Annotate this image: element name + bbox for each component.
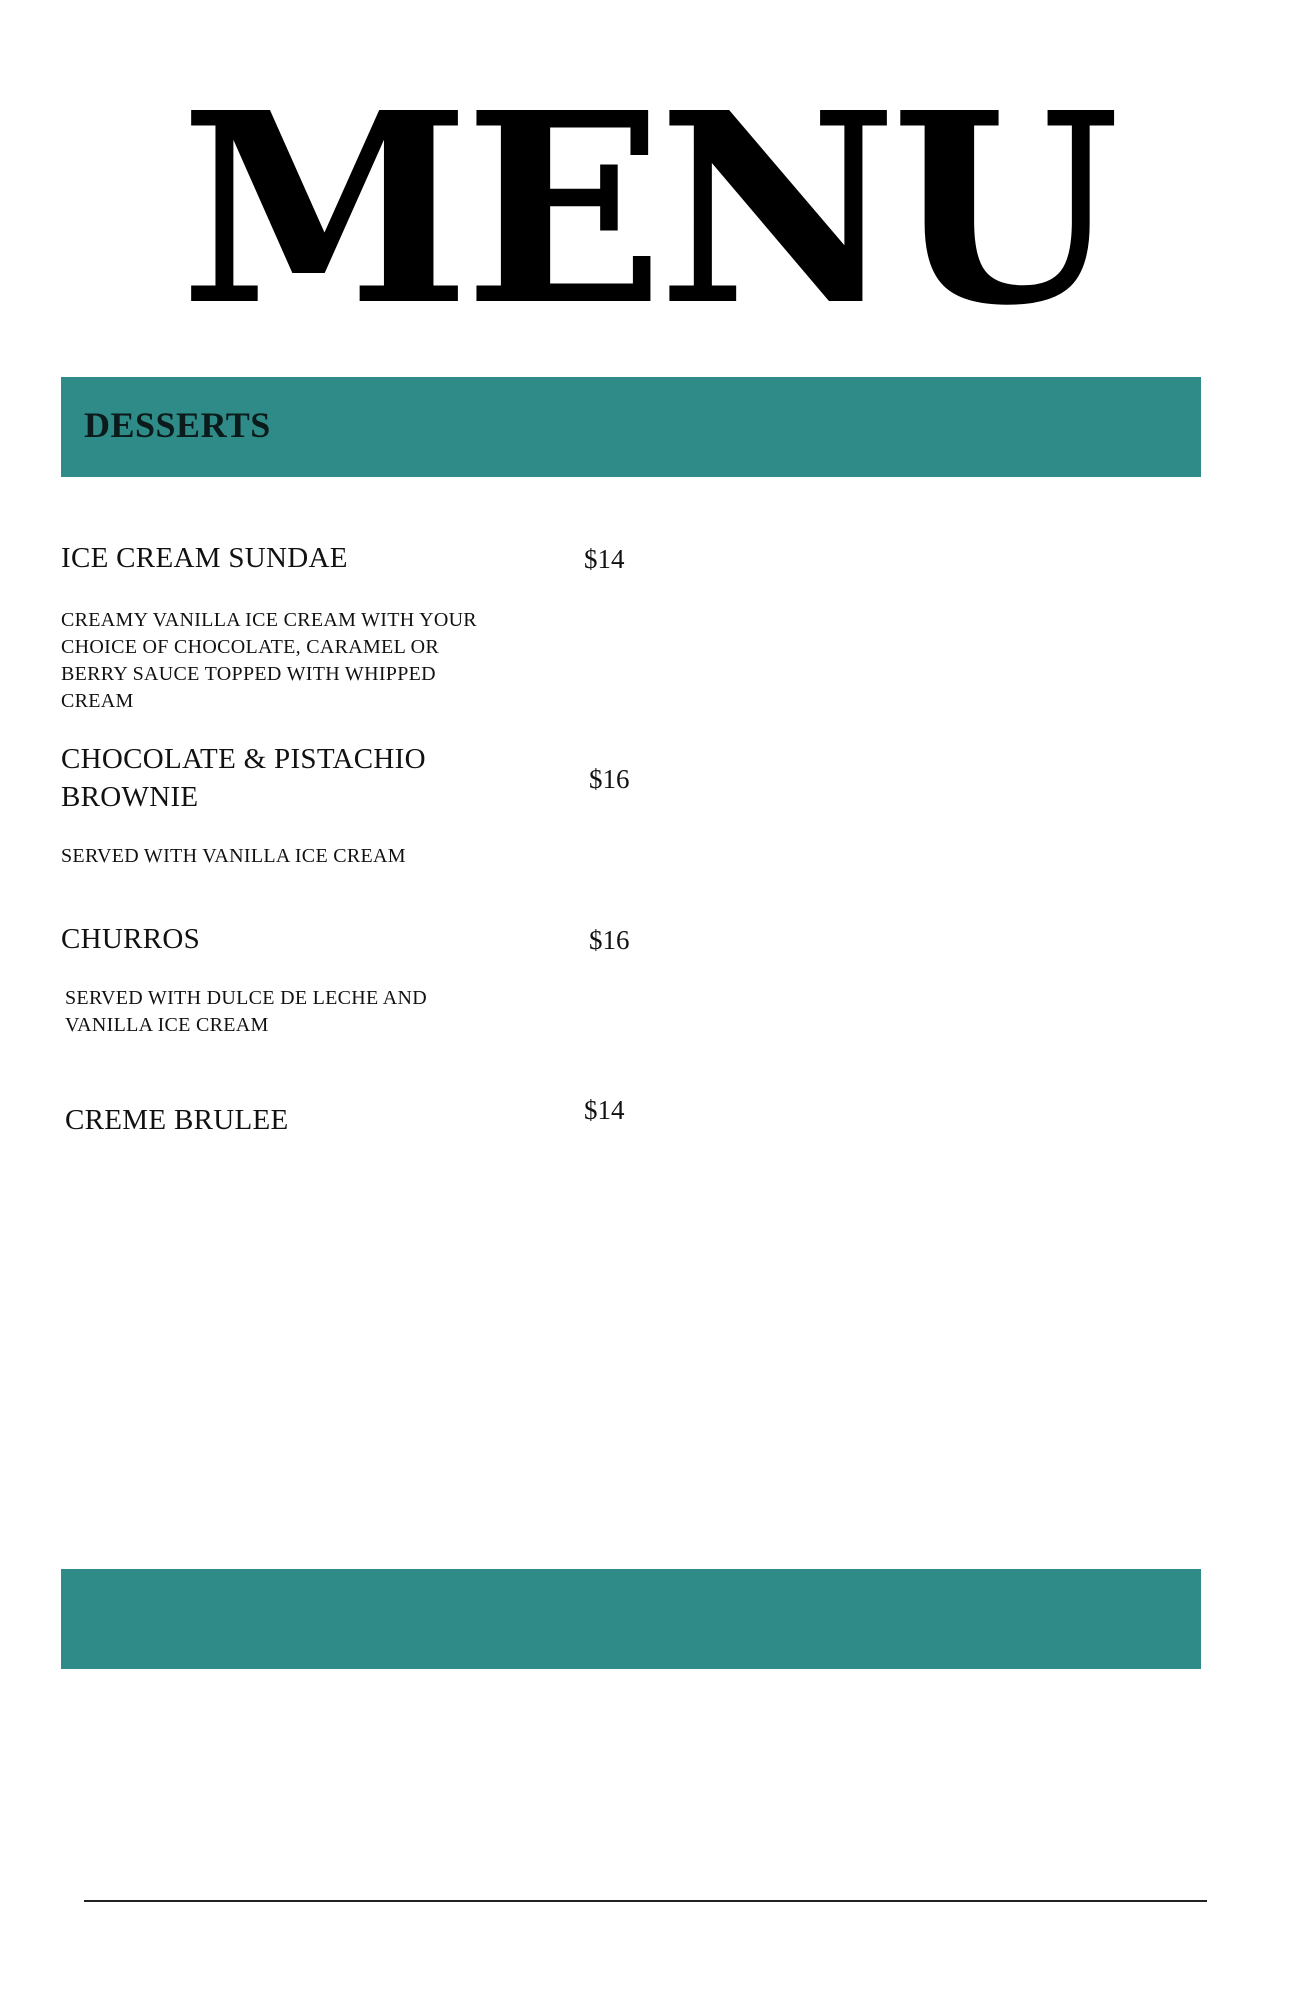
item-description-chocolate-pistachio-brownie: SERVED WITH VANILLA ICE CREAM <box>61 845 406 867</box>
item-name-line: BROWNIE <box>61 781 199 813</box>
item-price-ice-cream-sundae: $14 <box>584 544 625 574</box>
description-line: VANILLA ICE CREAM <box>65 1014 269 1036</box>
footer-divider <box>84 1900 1207 1902</box>
description-line: SERVED WITH DULCE DE LECHE AND <box>65 987 427 1009</box>
section-header-band <box>61 377 1201 477</box>
item-price-churros: $16 <box>589 925 630 955</box>
item-price-chocolate-pistachio-brownie: $16 <box>589 764 630 794</box>
description-line: BERRY SAUCE TOPPED WITH WHIPPED <box>61 663 436 685</box>
section-heading-desserts: DESSERTS <box>84 405 271 445</box>
description-line: CREAMY VANILLA ICE CREAM WITH YOUR <box>61 609 477 631</box>
item-name-ice-cream-sundae: ICE CREAM SUNDAE <box>61 542 348 574</box>
item-name-creme-brulee: CREME BRULEE <box>65 1104 289 1136</box>
description-line: CHOICE OF CHOCOLATE, CARAMEL OR <box>61 636 440 658</box>
footer-band <box>61 1569 1201 1669</box>
item-price-creme-brulee: $14 <box>584 1095 625 1125</box>
item-name-churros: CHURROS <box>61 923 201 955</box>
item-name-line: CHOCOLATE & PISTACHIO <box>61 743 426 775</box>
description-line: CREAM <box>61 690 134 712</box>
menu-title: MENU <box>180 55 1114 363</box>
